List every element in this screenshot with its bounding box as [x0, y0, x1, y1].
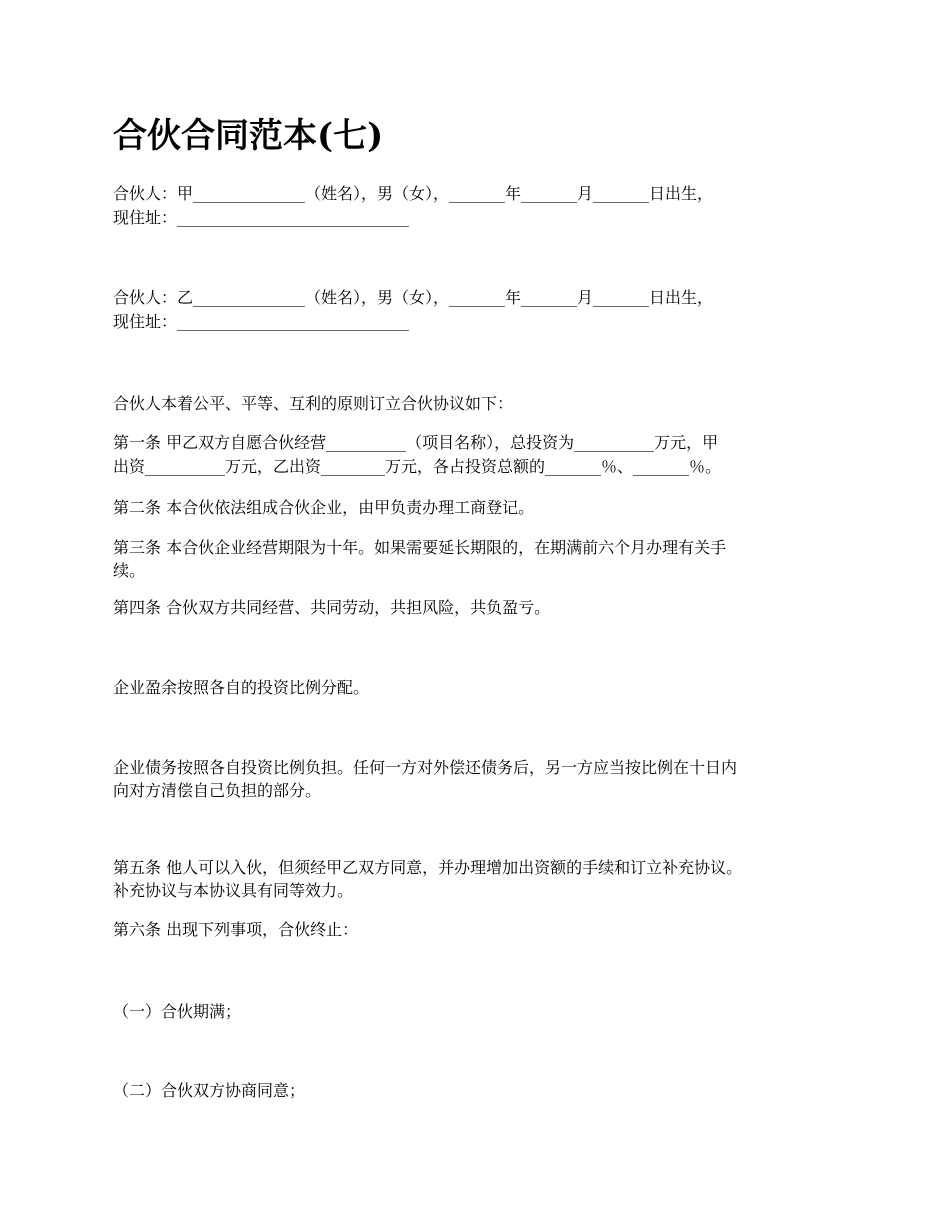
article-2: 第二条 本合伙依法组成合伙企业，由甲负责办理工商登记。 — [113, 498, 535, 517]
partner-b-line-2: 现住址：_____________________________ — [113, 312, 410, 331]
debt-paragraph-line-2: 向对方清偿自己负担的部分。 — [113, 781, 322, 800]
debt-paragraph-line-1: 企业债务按照各自投资比例负担。任何一方对外偿还债务后，另一方应当按比例在十日内 — [113, 758, 738, 777]
termination-item-2: （二）合伙双方协商同意； — [113, 1081, 306, 1100]
termination-item-1: （一）合伙期满； — [113, 1002, 242, 1021]
article-1-line-2: 出资__________万元，乙出资________万元，各占投资总额的_______％、_______％。 — [113, 457, 722, 476]
article-3-line-1: 第三条 本合伙企业经营期限为十年。如果需要延长期限的，在期满前六个月办理有关手 — [113, 538, 727, 557]
surplus-paragraph: 企业盈余按照各自的投资比例分配。 — [113, 678, 370, 697]
partner-b-line-1: 合伙人：乙______________（姓名），男（女），_______年_______月_______日出生， — [113, 288, 714, 307]
intro-paragraph: 合伙人本着公平、平等、互利的原则订立合伙协议如下： — [113, 394, 514, 413]
partner-a-line-2: 现住址：_____________________________ — [113, 208, 410, 227]
article-5-line-1: 第五条 他人可以入伙，但须经甲乙双方同意，并办理增加出资额的手续和订立补充协议。 — [113, 858, 743, 877]
article-5-line-2: 补充协议与本协议具有同等效力。 — [113, 881, 354, 900]
article-6: 第六条 出现下列事项，合伙终止： — [113, 920, 359, 939]
partner-a-line-1: 合伙人：甲______________（姓名），男（女），_______年_______月_______日出生， — [113, 184, 714, 203]
document-title: 合伙合同范本(七) — [113, 116, 384, 156]
article-4: 第四条 合伙双方共同经营、共同劳动，共担风险，共负盈亏。 — [113, 598, 551, 617]
article-1-line-1: 第一条 甲乙双方自愿合伙经营__________（项目名称），总投资为__________万元，甲 — [113, 433, 719, 452]
article-3-line-2: 续。 — [113, 561, 146, 580]
